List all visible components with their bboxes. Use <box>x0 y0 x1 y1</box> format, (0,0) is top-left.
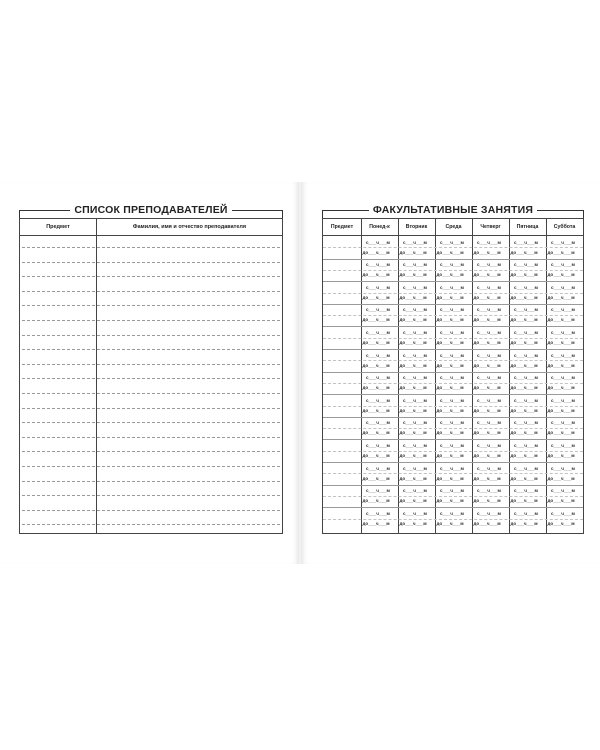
time-to-field[interactable]: до___ч___м <box>362 498 390 504</box>
time-from-field[interactable]: с___ч___м <box>366 329 390 335</box>
time-to-field[interactable]: до___ч___м <box>510 430 538 436</box>
time-to-field[interactable]: до___ч___м <box>399 249 427 255</box>
time-from-field[interactable]: с___ч___м <box>366 352 390 358</box>
time-from-field[interactable]: с___ч___м <box>403 510 427 516</box>
time-from-field[interactable]: с___ч___м <box>366 510 390 516</box>
time-from-field[interactable]: с___ч___м <box>440 375 464 381</box>
time-from-field[interactable]: с___ч___м <box>366 488 390 494</box>
time-to-field[interactable]: до___ч___м <box>399 362 427 368</box>
ruled-line <box>22 481 280 482</box>
row-midline <box>323 451 583 452</box>
time-from-field[interactable]: с___ч___м <box>477 375 501 381</box>
row-divider <box>323 281 583 282</box>
time-to-field[interactable]: до___ч___м <box>362 272 390 278</box>
time-to-field[interactable]: до___ч___м <box>547 385 575 391</box>
time-to-field[interactable]: до___ч___м <box>436 430 464 436</box>
column-subject: Предмет <box>46 224 70 230</box>
ruled-line <box>22 305 280 306</box>
time-to-field[interactable]: до___ч___м <box>473 317 501 323</box>
ruled-line <box>22 262 280 263</box>
time-from-field[interactable]: с___ч___м <box>440 465 464 471</box>
time-from-field[interactable]: с___ч___м <box>366 375 390 381</box>
time-from-field[interactable]: с___ч___м <box>551 420 575 426</box>
column-divider <box>546 219 547 533</box>
time-to-field[interactable]: до___ч___м <box>362 362 390 368</box>
time-to-field[interactable]: до___ч___м <box>510 498 538 504</box>
time-from-field[interactable]: с___ч___м <box>551 239 575 245</box>
time-to-field[interactable]: до___ч___м <box>510 317 538 323</box>
time-to-field[interactable]: до___ч___м <box>362 475 390 481</box>
time-from-field[interactable]: с___ч___м <box>440 262 464 268</box>
notebook-spread <box>0 182 600 564</box>
time-from-field[interactable]: с___ч___м <box>440 510 464 516</box>
time-from-field[interactable]: с___ч___м <box>477 488 501 494</box>
time-to-field[interactable]: до___ч___м <box>547 475 575 481</box>
time-from-field[interactable]: с___ч___м <box>440 284 464 290</box>
time-to-field[interactable]: до___ч___м <box>510 249 538 255</box>
time-from-field[interactable]: с___ч___м <box>477 239 501 245</box>
time-from-field[interactable]: с___ч___м <box>440 239 464 245</box>
ruled-line <box>22 466 280 467</box>
time-from-field[interactable]: с___ч___м <box>366 284 390 290</box>
time-from-field[interactable]: с___ч___м <box>366 442 390 448</box>
time-from-field[interactable]: с___ч___м <box>366 262 390 268</box>
time-to-field[interactable]: до___ч___м <box>547 452 575 458</box>
right-title-text: ФАКУЛЬТАТИВНЫЕ ЗАНЯТИЯ <box>369 204 537 216</box>
time-to-field[interactable]: до___ч___м <box>399 407 427 413</box>
column-header: Пятница <box>516 224 539 230</box>
time-from-field[interactable]: с___ч___м <box>551 510 575 516</box>
time-to-field[interactable]: до___ч___м <box>510 272 538 278</box>
time-from-field[interactable]: с___ч___м <box>551 488 575 494</box>
ruled-line <box>22 495 280 496</box>
electives-table <box>322 218 584 534</box>
time-from-field[interactable]: с___ч___м <box>403 465 427 471</box>
ruled-line <box>22 378 280 379</box>
column-header: Предмет <box>330 224 354 230</box>
time-to-field[interactable]: до___ч___м <box>399 272 427 278</box>
time-to-field[interactable]: до___ч___м <box>399 452 427 458</box>
time-from-field[interactable]: с___ч___м <box>366 307 390 313</box>
time-from-field[interactable]: с___ч___м <box>551 307 575 313</box>
time-to-field[interactable]: до___ч___м <box>362 385 390 391</box>
time-from-field[interactable]: с___ч___м <box>440 397 464 403</box>
time-from-field[interactable]: с___ч___м <box>366 465 390 471</box>
time-from-field[interactable]: с___ч___м <box>477 262 501 268</box>
time-to-field[interactable]: до___ч___м <box>436 362 464 368</box>
time-to-field[interactable]: до___ч___м <box>547 520 575 526</box>
time-to-field[interactable]: до___ч___м <box>547 430 575 436</box>
time-from-field[interactable]: с___ч___м <box>551 352 575 358</box>
time-from-field[interactable]: с___ч___м <box>477 397 501 403</box>
time-from-field[interactable]: с___ч___м <box>551 465 575 471</box>
ruled-line <box>22 422 280 423</box>
row-midline <box>323 428 583 429</box>
row-midline <box>323 496 583 497</box>
time-to-field[interactable]: до___ч___м <box>510 339 538 345</box>
time-to-field[interactable]: до___ч___м <box>436 339 464 345</box>
row-divider <box>323 417 583 418</box>
time-to-field[interactable]: до___ч___м <box>436 249 464 255</box>
time-to-field[interactable]: до___ч___м <box>547 249 575 255</box>
time-from-field[interactable]: с___ч___м <box>403 307 427 313</box>
time-from-field[interactable]: с___ч___м <box>440 488 464 494</box>
time-to-field[interactable]: до___ч___м <box>547 362 575 368</box>
time-from-field[interactable]: с___ч___м <box>514 239 538 245</box>
time-from-field[interactable]: с___ч___м <box>403 352 427 358</box>
column-header: Среда <box>445 224 462 230</box>
time-to-field[interactable]: до___ч___м <box>473 249 501 255</box>
time-to-field[interactable]: до___ч___м <box>362 339 390 345</box>
row-midline <box>323 270 583 271</box>
time-from-field[interactable]: с___ч___м <box>514 352 538 358</box>
time-to-field[interactable]: до___ч___м <box>510 385 538 391</box>
column-header: Вторник <box>405 224 428 230</box>
time-from-field[interactable]: с___ч___м <box>366 239 390 245</box>
time-to-field[interactable]: до___ч___м <box>362 249 390 255</box>
time-from-field[interactable]: с___ч___м <box>551 284 575 290</box>
row-divider <box>323 349 583 350</box>
right-title <box>322 202 584 218</box>
row-midline <box>323 383 583 384</box>
time-from-field[interactable]: с___ч___м <box>477 284 501 290</box>
time-to-field[interactable]: до___ч___м <box>510 520 538 526</box>
time-from-field[interactable]: с___ч___м <box>477 442 501 448</box>
time-to-field[interactable]: до___ч___м <box>436 475 464 481</box>
column-divider <box>509 219 510 533</box>
time-to-field[interactable]: до___ч___м <box>473 452 501 458</box>
column-teacher-name: Фамилия, имя и отчество преподавателя <box>132 224 247 230</box>
ruled-line <box>22 291 280 292</box>
row-divider <box>323 439 583 440</box>
column-divider <box>398 219 399 533</box>
time-to-field[interactable]: до___ч___м <box>436 452 464 458</box>
time-to-field[interactable]: до___ч___м <box>547 317 575 323</box>
time-from-field[interactable]: с___ч___м <box>477 352 501 358</box>
ruled-line <box>22 349 280 350</box>
time-to-field[interactable]: до___ч___м <box>547 407 575 413</box>
time-to-field[interactable]: до___ч___м <box>399 475 427 481</box>
time-to-field[interactable]: до___ч___м <box>362 452 390 458</box>
electives-table-header <box>323 219 583 236</box>
time-to-field[interactable]: до___ч___м <box>473 430 501 436</box>
time-to-field[interactable]: до___ч___м <box>547 498 575 504</box>
time-to-field[interactable]: до___ч___м <box>436 407 464 413</box>
ruled-line <box>22 451 280 452</box>
row-midline <box>323 338 583 339</box>
time-to-field[interactable]: до___ч___м <box>399 430 427 436</box>
time-to-field[interactable]: до___ч___м <box>510 452 538 458</box>
time-from-field[interactable]: с___ч___м <box>477 420 501 426</box>
time-from-field[interactable]: с___ч___м <box>551 442 575 448</box>
teachers-table-header <box>20 219 282 236</box>
ruled-line <box>22 393 280 394</box>
right-page <box>301 182 600 564</box>
time-to-field[interactable]: до___ч___м <box>473 385 501 391</box>
time-from-field[interactable]: с___ч___м <box>514 488 538 494</box>
time-to-field[interactable]: до___ч___м <box>473 339 501 345</box>
row-midline <box>323 293 583 294</box>
time-to-field[interactable]: до___ч___м <box>399 520 427 526</box>
time-from-field[interactable]: с___ч___м <box>477 465 501 471</box>
time-to-field[interactable]: до___ч___м <box>399 339 427 345</box>
ruled-line <box>22 510 280 511</box>
time-from-field[interactable]: с___ч___м <box>514 375 538 381</box>
row-divider <box>323 462 583 463</box>
ruled-line <box>22 247 280 248</box>
time-from-field[interactable]: с___ч___м <box>514 442 538 448</box>
time-to-field[interactable]: до___ч___м <box>473 407 501 413</box>
row-divider <box>323 485 583 486</box>
column-header: Суббота <box>553 224 576 230</box>
ruled-line <box>22 320 280 321</box>
time-from-field[interactable]: с___ч___м <box>403 488 427 494</box>
ruled-line <box>22 524 280 525</box>
time-to-field[interactable]: до___ч___м <box>436 272 464 278</box>
row-midline <box>323 315 583 316</box>
time-to-field[interactable]: до___ч___м <box>473 498 501 504</box>
time-to-field[interactable]: до___ч___м <box>436 317 464 323</box>
row-divider <box>323 304 583 305</box>
time-from-field[interactable]: с___ч___м <box>403 284 427 290</box>
time-to-field[interactable]: до___ч___м <box>473 362 501 368</box>
time-to-field[interactable]: до___ч___м <box>362 520 390 526</box>
time-from-field[interactable]: с___ч___м <box>477 307 501 313</box>
time-from-field[interactable]: с___ч___м <box>403 329 427 335</box>
ruled-line <box>22 437 280 438</box>
time-to-field[interactable]: до___ч___м <box>436 498 464 504</box>
time-to-field[interactable]: до___ч___м <box>399 294 427 300</box>
ruled-line <box>22 408 280 409</box>
time-to-field[interactable]: до___ч___м <box>399 317 427 323</box>
time-from-field[interactable]: с___ч___м <box>514 510 538 516</box>
row-midline <box>323 247 583 248</box>
column-divider <box>96 219 97 533</box>
time-to-field[interactable]: до___ч___м <box>473 520 501 526</box>
time-from-field[interactable]: с___ч___м <box>514 262 538 268</box>
time-from-field[interactable]: с___ч___м <box>514 420 538 426</box>
time-from-field[interactable]: с___ч___м <box>551 329 575 335</box>
column-header: Четверг <box>480 224 501 230</box>
time-from-field[interactable]: с___ч___м <box>514 397 538 403</box>
ruled-line <box>22 335 280 336</box>
time-to-field[interactable]: до___ч___м <box>362 294 390 300</box>
time-to-field[interactable]: до___ч___м <box>473 475 501 481</box>
left-title-text: СПИСОК ПРЕПОДАВАТЕЛЕЙ <box>70 204 231 216</box>
row-midline <box>323 473 583 474</box>
column-divider <box>472 219 473 533</box>
time-from-field[interactable]: с___ч___м <box>403 375 427 381</box>
time-from-field[interactable]: с___ч___м <box>366 397 390 403</box>
time-from-field[interactable]: с___ч___м <box>477 329 501 335</box>
time-to-field[interactable]: до___ч___м <box>436 385 464 391</box>
time-from-field[interactable]: с___ч___м <box>551 397 575 403</box>
time-to-field[interactable]: до___ч___м <box>510 362 538 368</box>
row-midline <box>323 519 583 520</box>
time-from-field[interactable]: с___ч___м <box>366 420 390 426</box>
time-from-field[interactable]: с___ч___м <box>514 307 538 313</box>
time-to-field[interactable]: до___ч___м <box>510 407 538 413</box>
teachers-table <box>19 218 283 534</box>
time-from-field[interactable]: с___ч___м <box>514 284 538 290</box>
time-from-field[interactable]: с___ч___м <box>440 307 464 313</box>
time-from-field[interactable]: с___ч___м <box>440 329 464 335</box>
time-from-field[interactable]: с___ч___м <box>514 329 538 335</box>
ruled-line <box>22 364 280 365</box>
row-divider <box>323 507 583 508</box>
time-to-field[interactable]: до___ч___м <box>362 317 390 323</box>
time-from-field[interactable]: с___ч___м <box>403 442 427 448</box>
time-to-field[interactable]: до___ч___м <box>362 407 390 413</box>
left-title <box>19 202 283 218</box>
row-midline <box>323 360 583 361</box>
time-to-field[interactable]: до___ч___м <box>547 294 575 300</box>
time-from-field[interactable]: с___ч___м <box>440 442 464 448</box>
column-divider <box>435 219 436 533</box>
time-from-field[interactable]: с___ч___м <box>403 262 427 268</box>
time-to-field[interactable]: до___ч___м <box>547 339 575 345</box>
time-to-field[interactable]: до___ч___м <box>436 294 464 300</box>
time-to-field[interactable]: до___ч___м <box>473 294 501 300</box>
row-divider <box>323 326 583 327</box>
row-midline <box>323 406 583 407</box>
column-divider <box>361 219 362 533</box>
row-divider <box>323 394 583 395</box>
time-from-field[interactable]: с___ч___м <box>551 375 575 381</box>
time-to-field[interactable]: до___ч___м <box>436 520 464 526</box>
time-from-field[interactable]: с___ч___м <box>440 352 464 358</box>
row-divider <box>323 259 583 260</box>
time-from-field[interactable]: с___ч___м <box>403 397 427 403</box>
time-to-field[interactable]: до___ч___м <box>399 385 427 391</box>
row-divider <box>323 372 583 373</box>
time-from-field[interactable]: с___ч___м <box>440 420 464 426</box>
time-to-field[interactable]: до___ч___м <box>399 498 427 504</box>
time-to-field[interactable]: до___ч___м <box>547 272 575 278</box>
time-from-field[interactable]: с___ч___м <box>551 262 575 268</box>
left-page <box>0 182 299 564</box>
column-header: Понед-к <box>369 224 390 230</box>
time-to-field[interactable]: до___ч___м <box>510 294 538 300</box>
time-to-field[interactable]: до___ч___м <box>473 272 501 278</box>
time-from-field[interactable]: с___ч___м <box>403 239 427 245</box>
time-from-field[interactable]: с___ч___м <box>403 420 427 426</box>
time-from-field[interactable]: с___ч___м <box>514 465 538 471</box>
ruled-line <box>22 276 280 277</box>
time-to-field[interactable]: до___ч___м <box>510 475 538 481</box>
time-to-field[interactable]: до___ч___м <box>362 430 390 436</box>
time-from-field[interactable]: с___ч___м <box>477 510 501 516</box>
